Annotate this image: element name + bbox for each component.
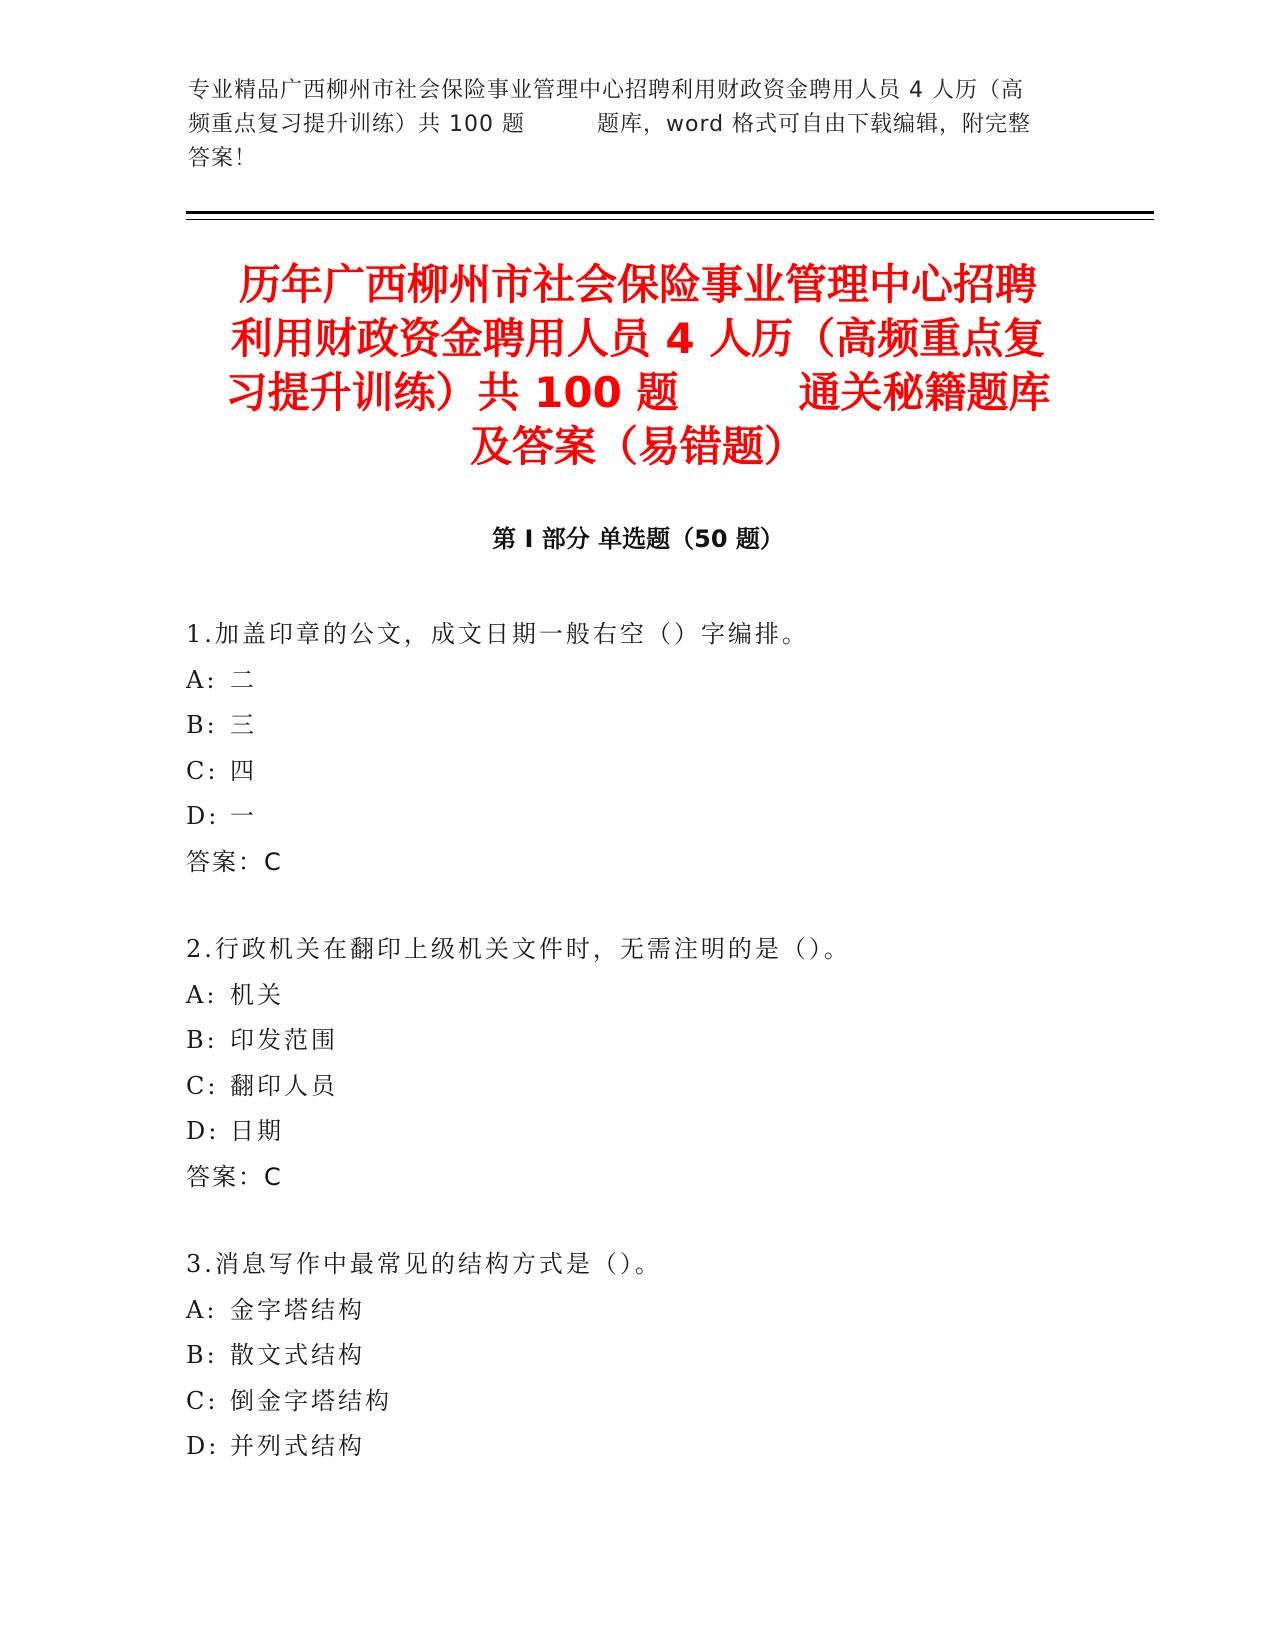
header-note-line-1: 专业精品广西柳州市社会保险事业管理中心招聘利用财政资金聘用人员 4 人历（高 bbox=[188, 78, 1024, 103]
title-line-3-end: 通关秘籍题库 bbox=[798, 368, 1051, 417]
option-letter: A: bbox=[186, 1295, 218, 1324]
option-text: 散文式结构 bbox=[230, 1341, 365, 1369]
option-letter: C: bbox=[186, 1071, 219, 1100]
option-c bbox=[186, 749, 1146, 795]
option-a bbox=[186, 1288, 1146, 1334]
question-stem: 2.行政机关在翻印上级机关文件时，无需注明的是（）。 bbox=[186, 935, 851, 963]
option-text: 倒金字塔结构 bbox=[230, 1386, 392, 1415]
option-b bbox=[186, 703, 1146, 749]
document-title bbox=[188, 258, 1088, 474]
option-letter: D: bbox=[186, 802, 220, 830]
option-text: 印发范围 bbox=[230, 1026, 338, 1054]
option-letter: B: bbox=[186, 711, 218, 739]
question-1 bbox=[186, 612, 1146, 885]
question-2 bbox=[186, 927, 1146, 1200]
header-divider-thick bbox=[186, 211, 1154, 214]
option-c bbox=[186, 1379, 1146, 1425]
option-text: 一 bbox=[230, 802, 257, 830]
answer: 答案：C bbox=[186, 847, 283, 876]
header-note-line-3: 答案！ bbox=[188, 146, 258, 171]
option-letter: D: bbox=[186, 1117, 220, 1145]
option-letter: A: bbox=[186, 980, 218, 1009]
option-text: 金字塔结构 bbox=[230, 1295, 365, 1324]
option-d bbox=[186, 1109, 1146, 1155]
section-title: 第 I 部分 单选题（50 题） bbox=[492, 525, 784, 553]
title-line-3 bbox=[188, 366, 1088, 420]
option-a bbox=[186, 658, 1146, 704]
title-line-2: 利用财政资金聘用人员 4 人历（高频重点复 bbox=[230, 314, 1046, 363]
option-letter: C: bbox=[186, 1386, 219, 1415]
option-text: 日期 bbox=[230, 1117, 284, 1145]
title-line-3-start: 习提升训练）共 100 题 bbox=[225, 368, 679, 417]
question-3 bbox=[186, 1242, 1146, 1470]
option-text: 四 bbox=[230, 756, 257, 785]
option-text: 三 bbox=[230, 711, 257, 739]
option-a bbox=[186, 973, 1146, 1019]
option-text: 翻印人员 bbox=[230, 1071, 338, 1100]
option-b bbox=[186, 1018, 1146, 1064]
header-note-line-2-start: 频重点复习提升训练）共 100 题 bbox=[188, 112, 525, 137]
option-text: 并列式结构 bbox=[230, 1432, 365, 1460]
option-letter: B: bbox=[186, 1341, 218, 1369]
option-letter: C: bbox=[186, 756, 219, 785]
option-text: 机关 bbox=[230, 980, 284, 1009]
header-divider-thin bbox=[186, 219, 1154, 220]
answer: 答案：C bbox=[186, 1162, 283, 1191]
header-note-line-2-end: 题库，word 格式可自由下载编辑，附完整 bbox=[596, 112, 1032, 137]
option-letter: A: bbox=[186, 665, 218, 694]
question-stem: 1.加盖印章的公文，成文日期一般右空（）字编排。 bbox=[186, 620, 809, 648]
title-line-4: 及答案（易错题） bbox=[469, 422, 806, 471]
header-note bbox=[188, 74, 1088, 176]
option-d bbox=[186, 794, 1146, 840]
option-letter: D: bbox=[186, 1432, 220, 1460]
header-note-line-2 bbox=[188, 108, 1088, 142]
option-d bbox=[186, 1424, 1146, 1470]
option-c bbox=[186, 1064, 1146, 1110]
question-list bbox=[186, 612, 1146, 1512]
option-letter: B: bbox=[186, 1026, 218, 1054]
title-line-1: 历年广西柳州市社会保险事业管理中心招聘 bbox=[238, 260, 1037, 309]
question-stem: 3.消息写作中最常见的结构方式是（）。 bbox=[186, 1250, 662, 1278]
option-text: 二 bbox=[230, 665, 257, 694]
option-b bbox=[186, 1333, 1146, 1379]
